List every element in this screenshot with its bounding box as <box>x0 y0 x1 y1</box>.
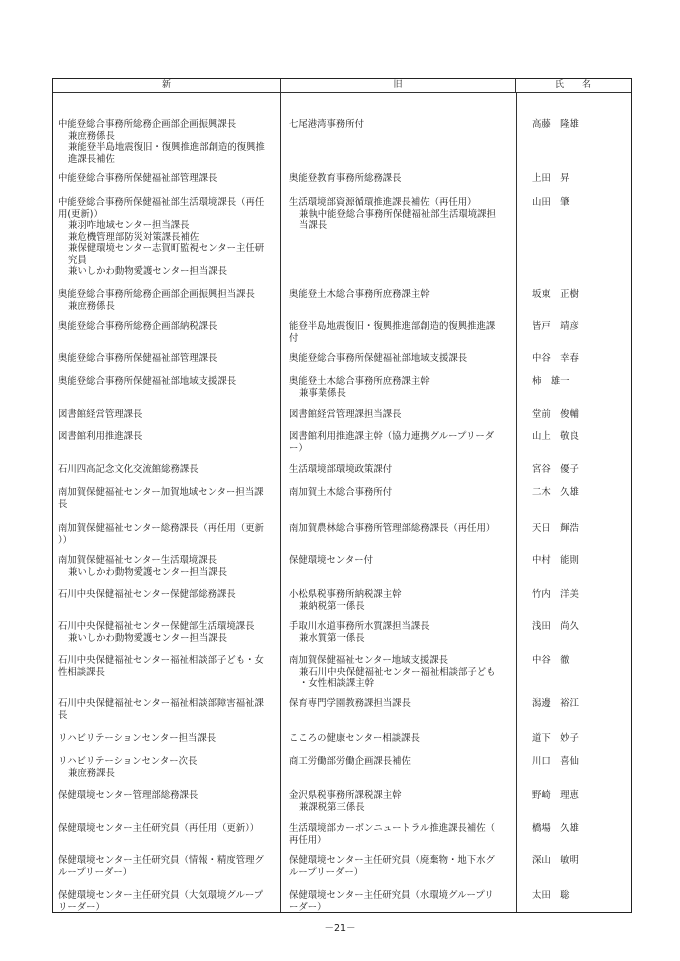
table-row <box>53 353 631 365</box>
table-row <box>53 289 631 312</box>
new-position <box>53 321 281 344</box>
old-position-line: 金沢県税事務所課税課主幹 <box>289 790 402 801</box>
old-position-line: 奥能登総合事務所保健福祉部地域支援課長 <box>289 353 468 364</box>
header-name: 氏 名 <box>554 80 591 90</box>
table-header <box>53 79 631 93</box>
old-position-line: 奥能登教育事務所総務課長 <box>289 173 402 184</box>
table-row <box>53 655 631 690</box>
person-name: 川口 喜仙 <box>532 756 579 767</box>
old-position <box>281 698 516 721</box>
new-position <box>53 197 281 278</box>
new-position-line: 兼庶務係長 <box>68 300 115 312</box>
new-position <box>53 555 281 578</box>
new-position-line: 兼庶務係長 <box>68 130 115 142</box>
personnel-table <box>52 78 632 913</box>
header-new: 新 <box>53 79 281 92</box>
new-position-line: 石川中央保健福祉センター福祉相談部障害福祉課 <box>58 698 264 709</box>
new-position-line: ）） <box>58 534 73 546</box>
new-position-line: 兼保健環境センター志賀町監視センター主任研 <box>68 243 265 254</box>
old-position <box>281 621 516 644</box>
old-position-line: 兼事業係長 <box>299 387 346 399</box>
new-position-line: 奥能登総合事務所保健福祉部地域支援課長 <box>58 376 237 387</box>
person-name: 浅田 尚久 <box>532 621 579 632</box>
old-position-line: 七尾港湾事務所付 <box>289 119 365 130</box>
old-position <box>281 289 516 312</box>
person-name: 堂前 俊輔 <box>532 409 579 420</box>
old-position-line: 保健環境センター付 <box>289 555 374 566</box>
new-position-line: 究員 <box>68 254 87 266</box>
old-position-line: 保健環境センター主任研究員（廃棄物・地下水グ <box>289 855 495 866</box>
old-position <box>281 464 516 476</box>
new-position-line: 兼羽咋地域センター担当課長 <box>68 220 190 231</box>
new-position-line: 南加賀保健福祉センター生活環境課長 <box>58 555 218 566</box>
table-row <box>53 197 631 278</box>
new-position-line: 石川中央保健福祉センター保健部生活環境課長 <box>58 621 255 632</box>
new-position <box>53 431 281 454</box>
person-name: 深山 敏明 <box>532 855 579 866</box>
table-row <box>53 790 631 813</box>
new-position-line: 石川四高記念文化交流館総務課長 <box>58 464 199 475</box>
table-row <box>53 321 631 344</box>
person-name: 橋場 久雄 <box>532 823 579 834</box>
new-position-line: 兼危機管理部防災対策課長補佐 <box>68 231 200 243</box>
old-position <box>281 890 516 913</box>
new-position <box>53 409 281 421</box>
new-position-line: 長 <box>58 498 68 510</box>
table-row <box>53 698 631 721</box>
table-row <box>53 621 631 644</box>
person-name: 道下 妙子 <box>532 733 579 744</box>
old-position <box>281 655 516 690</box>
old-position <box>281 823 516 846</box>
page-number: －21－ <box>324 923 356 934</box>
old-position <box>281 733 516 745</box>
old-position-line: 南加賀保健福祉センター地域支援課長 <box>289 655 449 666</box>
old-position-line: 兼水質第一係長 <box>299 632 365 644</box>
new-position-line: 兼いしかわ動物愛護センター担当課長 <box>68 566 228 578</box>
table-row <box>53 523 631 546</box>
old-position <box>281 855 516 878</box>
person-name: 坂東 正樹 <box>532 289 579 300</box>
new-position-line: 石川中央保健福祉センター福祉相談部子ども・女 <box>58 655 264 666</box>
person-name: 二木 久雄 <box>532 487 579 498</box>
new-position <box>53 173 281 185</box>
table-row <box>53 119 631 165</box>
old-position <box>281 589 516 612</box>
new-position <box>53 353 281 365</box>
person-name: 皆戸 靖彦 <box>532 321 579 332</box>
old-position <box>281 487 516 510</box>
new-position <box>53 589 281 612</box>
old-position <box>281 555 516 578</box>
old-position-line: ー） <box>289 442 308 454</box>
new-position-line: ループリーダー） <box>58 866 133 878</box>
old-position-line: 南加賀農林総合事務所管理部総務課長（再任用） <box>289 523 496 534</box>
old-position-line: 図書館経営管理課担当課長 <box>289 409 402 420</box>
table-row <box>53 431 631 454</box>
person-name: 潟邊 裕江 <box>532 698 579 709</box>
old-position <box>281 173 516 185</box>
new-position-line: リーダー） <box>58 901 105 913</box>
old-position-line: ループリーダー） <box>289 866 364 878</box>
new-position-line: 中能登総合事務所総務企画部企画振興課長 <box>58 119 237 130</box>
old-position <box>281 409 516 421</box>
person-name: 中村 能則 <box>532 555 579 566</box>
person-name: 山上 敬良 <box>532 431 579 442</box>
old-position-line: 当課長 <box>299 220 328 231</box>
old-position-line: 生活環境部環境政策課付 <box>289 464 393 475</box>
table-row <box>53 464 631 476</box>
old-position-line: 南加賀土木総合事務所付 <box>289 487 393 498</box>
old-position <box>281 376 516 399</box>
old-position <box>281 353 516 365</box>
new-position <box>53 756 281 779</box>
new-position-line: 保健環境センター主任研究員（再任用（更新）） <box>58 823 260 834</box>
new-position-line: 図書館利用推進課長 <box>58 431 143 442</box>
old-position-line: ・女性相談課主幹 <box>299 678 375 689</box>
new-position-line: リハビリテーションセンター次長 <box>58 756 198 767</box>
old-position-line: 奥能登土木総合事務所庶務課主幹 <box>289 289 430 300</box>
person-name: 上田 昇 <box>532 173 570 184</box>
old-position-line: 手取川水道事務所水質課担当課長 <box>289 621 430 632</box>
new-position-line: 兼いしかわ動物愛護センター担当課長 <box>68 266 228 277</box>
new-position <box>53 523 281 546</box>
new-position-line: 図書館経営管理課長 <box>58 409 143 420</box>
new-position-line: 奥能登総合事務所総務企画部納税課長 <box>58 321 218 332</box>
table-row <box>53 589 631 612</box>
new-position-line: 用(更新)） <box>58 208 103 220</box>
old-position-line: 生活環境部資源循環推進課長補佐（再任用） <box>289 197 477 208</box>
old-position-line: 小松県税事務所納税課主幹 <box>289 589 402 600</box>
new-position <box>53 621 281 644</box>
old-position-line: 付 <box>289 332 299 344</box>
new-position <box>53 376 281 399</box>
table-row <box>53 855 631 878</box>
old-position <box>281 197 516 278</box>
old-position-line: 生活環境部カーボンニュートラル推進課長補佐（ <box>289 823 495 834</box>
old-position-line: 図書館利用推進課主幹（協力連携グループリーダ <box>289 431 495 442</box>
new-position-line: 兼能登半島地震復旧・復興推進部創造的復興推 <box>68 142 265 153</box>
new-position <box>53 823 281 846</box>
new-position-line: 中能登総合事務所保健福祉部管理課長 <box>58 173 218 184</box>
new-position <box>53 855 281 878</box>
new-position-line: 中能登総合事務所保健福祉部生活環境課長（再任 <box>58 197 265 208</box>
old-position-line: 兼納税第一係長 <box>299 600 365 612</box>
table-row <box>53 756 631 779</box>
new-position-line: 奥能登総合事務所総務企画部企画振興担当課長 <box>58 289 255 300</box>
new-position-line: 石川中央保健福祉センター保健部総務課長 <box>58 589 236 600</box>
old-position-line: 兼石川中央保健福祉センター福祉相談部子ども <box>299 666 496 678</box>
old-position-line: 能登半島地震復旧・復興推進部創造的復興推進課 <box>289 321 496 332</box>
table-row <box>53 823 631 846</box>
old-position-line: 再任用） <box>289 834 327 846</box>
new-position-line: 保健環境センター主任研究員（大気環境グループ <box>58 890 264 901</box>
old-position <box>281 756 516 779</box>
new-position-line: 兼庶務課長 <box>68 767 115 779</box>
person-name: 太田 聡 <box>532 890 570 901</box>
header-old: 旧 <box>281 79 516 92</box>
old-position-line: 兼課税第三係長 <box>299 801 365 813</box>
new-position-line: 保健環境センター主任研究員（情報・精度管理グ <box>58 855 264 866</box>
new-position-line: 保健環境センター管理部総務課長 <box>58 790 199 801</box>
person-name: 山田 肇 <box>532 197 570 208</box>
table-row <box>53 376 631 399</box>
table-row <box>53 733 631 745</box>
person-name: 竹内 洋美 <box>532 589 579 600</box>
table-row <box>53 890 631 913</box>
new-position-line: リハビリテーションセンター担当課長 <box>58 733 217 744</box>
table-row <box>53 555 631 578</box>
new-position <box>53 733 281 745</box>
new-position <box>53 790 281 813</box>
old-position-line: 保育専門学園教務課担当課長 <box>289 698 411 709</box>
old-position-line: 奥能登土木総合事務所庶務課主幹 <box>289 376 430 387</box>
table-row <box>53 173 631 185</box>
new-position <box>53 289 281 312</box>
person-name: 宮谷 優子 <box>532 464 579 475</box>
new-position-line: 南加賀保健福祉センター加賀地域センター担当課 <box>58 487 264 498</box>
new-position <box>53 655 281 690</box>
old-position <box>281 523 516 546</box>
person-name: 高藤 隆雄 <box>532 119 579 130</box>
old-position-line: ーダー） <box>289 901 327 913</box>
old-position-line: 保健環境センター主任研究員（水環境グループリ <box>289 890 494 901</box>
old-position-line: 商工労働部労働企画課長補佐 <box>289 756 411 767</box>
person-name: 天日 輝浩 <box>532 523 579 534</box>
person-name: 中谷 幸春 <box>532 353 579 364</box>
new-position-line: 進課長補佐 <box>68 153 115 165</box>
old-position <box>281 119 516 165</box>
new-position-line: 長 <box>58 709 68 721</box>
new-position <box>53 698 281 721</box>
old-position-line: こころの健康センター相談課長 <box>289 733 420 744</box>
new-position-line: 性相談課長 <box>58 666 105 678</box>
new-position-line: 南加賀保健福祉センター総務課長（再任用（更新 <box>58 523 264 534</box>
person-name: 野崎 理恵 <box>532 790 579 801</box>
new-position <box>53 487 281 510</box>
new-position <box>53 119 281 165</box>
table-row <box>53 409 631 421</box>
new-position-line: 兼いしかわ動物愛護センター担当課長 <box>68 632 228 644</box>
new-position <box>53 464 281 476</box>
new-position <box>53 890 281 913</box>
new-position-line: 奥能登総合事務所保健福祉部管理課長 <box>58 353 218 364</box>
person-name: 柿 雄一 <box>532 376 570 387</box>
person-name: 中谷 徹 <box>532 655 570 666</box>
old-position-line: 兼執中能登総合事務所保健福祉部生活環境課担 <box>299 208 496 220</box>
old-position <box>281 790 516 813</box>
table-row <box>53 487 631 510</box>
old-position <box>281 431 516 454</box>
old-position <box>281 321 516 344</box>
